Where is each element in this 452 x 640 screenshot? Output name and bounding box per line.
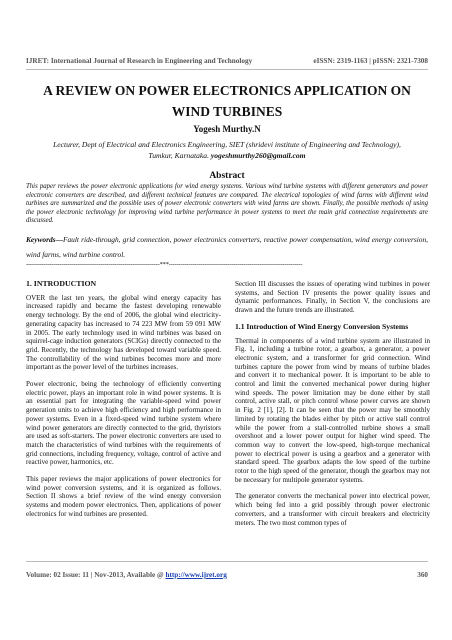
right-column [235, 280, 430, 535]
running-footer [26, 571, 428, 579]
paragraph: The generator converts the mechanical power into electrical power, which being fed into a grid possibly through power electronic converters, and a transformer with circuit breakers and electricity meters. The two most common types of [235, 492, 430, 527]
issn-text: eISSN: 2319-1163 | pISSN: 2321-7308 [313, 57, 428, 65]
footer-rule [26, 561, 428, 562]
volume-info [26, 571, 227, 579]
left-column [26, 280, 221, 527]
journal-link[interactable]: http://www.ijret.org [165, 571, 227, 579]
paragraph: Thermal in components of a wind turbine system are illustrated in Fig. 1, including a turbine rotor, a gearbox, a generator, a power electronic system, and a transformer for grid connection. Wind turbines capture the power from wind by means of turbine blades and convert it to mechanical power. It is important to be able to control and limit the converted mechanical power during higher wind speeds. The power limitation may be done either by stall control, active stall, or pitch control whose power curves are shown in Fig. 2 [1], [2]. It can be seen that the power may be smoothly limited by rotating the blades either by pitch or active stall control while the power from a stall-controlled turbine shows a small overshoot and a lower power output for higher wind speed. The common way to convert the low-speed, high-torque mechanical power to electrical power is using a gearbox and a generator with standard speed. The gearbox adapts the low speed of the turbine rotor to the high speed of the generator, though the gearbox may not be necessary for multipole generator systems. [235, 336, 430, 484]
paragraph: Power electronic, being the technology of efficiently converting electric power, plays an important role in wind power systems. It is an essential part for integrating the variable-speed wind power generation units to achieve high efficiency and high performance in power systems. Even in a fixed-speed wind turbine system where wind power generators are directly connected to the grid, thyristors are used as soft-starters. The power electronic converters are used to match the characteristics of wind turbines with the requirements of grid connections, including frequency, voltage, control of active and reactive power, harmonics, etc. [26, 380, 221, 467]
running-header [26, 57, 428, 65]
author-affiliation [26, 140, 428, 161]
author-name: Yogesh Murthy.N [193, 124, 261, 134]
paragraph: OVER the last ten years, the global wind energy capacity has increased rapidly and became the fastest developing renewable energy technology. By the end of 2006, the global wind electricity-generating capacity has increased to 74 223 MW from 59 091 MW in 2005. The early technology used in wind turbines was based on squirrel-cage induction generators (SCIGs) directly connected to the grid. Recently, the technology has developed toward variable speed. The controllability of the wind turbines becomes more and more important as the power level of the turbines increases. [26, 293, 221, 372]
section-heading-introduction: 1. INTRODUCTION [26, 279, 97, 288]
abstract-heading: Abstract [209, 171, 245, 181]
affiliation-location: Tumkur, Karnataka. [148, 150, 209, 160]
page-number: 360 [417, 571, 428, 579]
affiliation-line-1: Lecturer, Dept of Electrical and Electronics Engineering, SIET (shridevi institute of Engineering and Technology), [53, 140, 401, 149]
paragraph: This paper reviews the major applications of power electronics for wind power conversion systems, and it is organized as follows. Section II shows a brief review of the wind energy conversion systems and modern power electronics. Then, applications of power electronics for wind turbines are presented. [26, 475, 221, 518]
keywords-text: Fault ride-through, grid connection, power electronics converters, reactive power compensation, wind energy conversion, wind farms, wind turbine control. [26, 235, 428, 259]
keywords: Keywords—Fault ride-through, grid connection, power electronics converters, reactive power compensation, wind energy conversion, wind farms, wind turbine control. [26, 235, 428, 259]
paragraph: Section III discusses the issues of operating wind turbines in power systems, and Section IV presents the power quality issues and dynamic performances. Finally, in Section V, the conclusions are drawn and the future trends are illustrated. [235, 280, 430, 315]
author-email[interactable]: yogeshmurthy260@gmail.com [210, 150, 306, 160]
affiliation-line-2 [26, 151, 428, 162]
journal-name: IJRET: International Journal of Research in Engineering and Technology [26, 57, 253, 65]
paper-title: A REVIEW ON POWER ELECTRONICS APPLICATION ON WIND TURBINES [43, 83, 411, 119]
section-separator: --------------------------------------------------------------------***-------------------------------------------------------------------- [26, 261, 303, 268]
volume-text: Volume: 02 Issue: 11 | Nov-2013, Available @ [26, 571, 164, 579]
header-rule [26, 69, 428, 70]
subsection-heading: 1.1 Introduction of Wind Energy Conversion Systems [235, 321, 409, 331]
abstract-text: This paper reviews the power electronic applications for wind energy systems. Various wind turbine systems with different generators and power electronic converters are described, and different technical features are compared. The electrical topologies of wind farms with different wind turbines are summarized and the possible uses of power electronic converters with wind farms are shown. Finally, the possible methods of using the power electronic technology for improving wind turbine performance in power systems to meet the main grid connection requirements are discussed. [26, 183, 428, 225]
keywords-label: Keywords [26, 235, 56, 244]
